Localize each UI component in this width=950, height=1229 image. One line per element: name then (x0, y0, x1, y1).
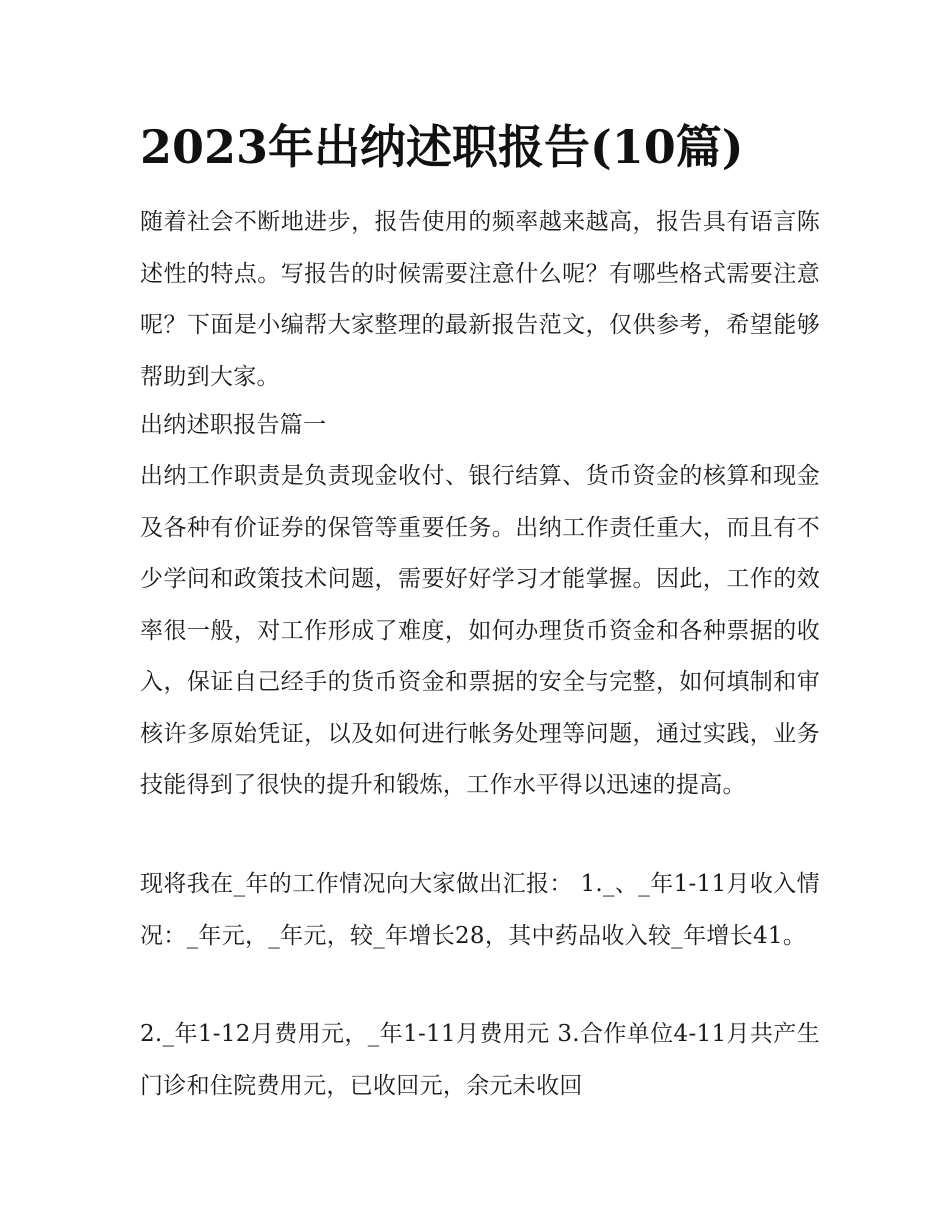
duties-paragraph: 出纳工作职责是负责现金收付、银行结算、货币资金的核算和现金及各种有价证券的保管等重要任务。出纳工作责任重大，而且有不少学问和政策技术问题，需要好好学习才能掌握。因此，工作的效率很一般，对工作形成了难度，如何办理货币资金和各种票据的收入，保证自己经手的货币资金和票据的安全与完整，如何填制和审核许多原始凭证，以及如何进行帐务处理等问题，通过实践，业务技能得到了很快的提升和锻炼，工作水平得以迅速的提高。 (140, 463, 820, 798)
document-title: 2023年出纳述职报告(10篇) (140, 120, 744, 174)
expense-paragraph: 2._年1-12月费用元，_年1-11月费用元 3.合作单位4-11月共产生门诊和住院费用元，已收回元，余元未收回 (140, 1021, 820, 1099)
report-paragraph: 现将我在_年的工作情况向大家做出汇报： 1._、_年1-11月收入情况：_年元，_年元，较_年增长28，其中药品收入较_年增长41。 (140, 871, 820, 949)
intro-paragraph: 随着社会不断地进步，报告使用的频率越来越高，报告具有语言陈述性的特点。写报告的时候需要注意什么呢？有哪些格式需要注意呢？下面是小编帮大家整理的最新报告范文，仅供参考，希望能够帮助到大家。 (140, 209, 820, 390)
section-heading: 出纳述职报告篇一 (140, 412, 327, 438)
